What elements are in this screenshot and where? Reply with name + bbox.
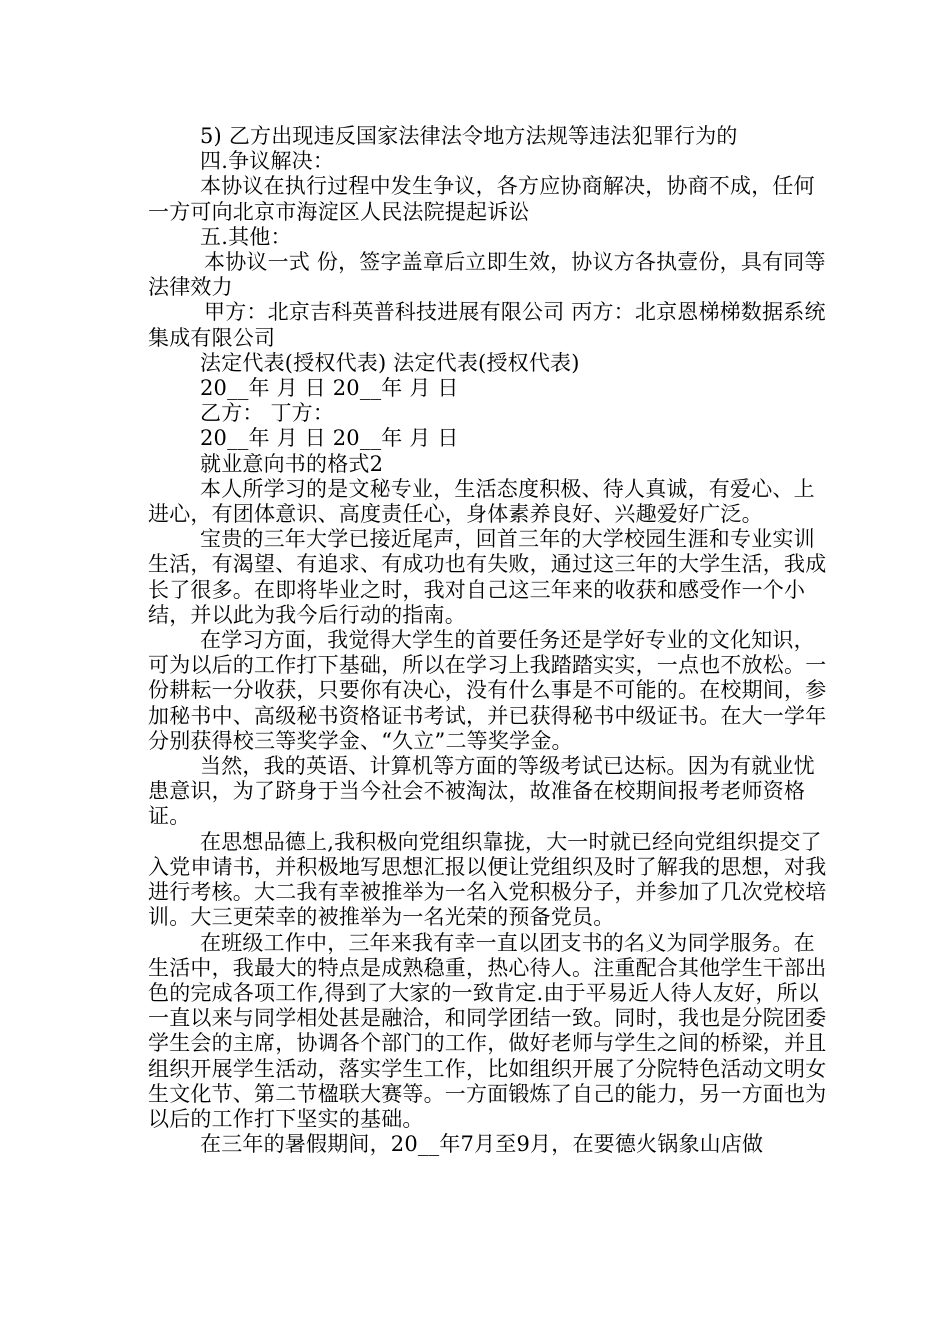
copies-paragraph: 本协议一式 份，签字盖章后立即生效，协议方各执壹份，具有同等法律效力 bbox=[148, 250, 826, 300]
body-paragraph: 在学习方面，我觉得大学生的首要任务还是学好专业的文化知识，可为以后的工作打下基础，所以在学习上我踏踏实实，一点也不放松。一份耕耘一分收获，只要你有决心，没有什么事是不可能的。在校期间，参加秘书中、高级秘书资格证书考试，并已获得秘书中级证书。在大一学年分别获得校三等奖学金、“久立”二等奖学金。 bbox=[148, 628, 827, 753]
body-paragraph: 宝贵的三年大学已接近尾声，回首三年的大学校园生涯和专业实训生活，有渴望、有追求、有成功也有失败，通过这三年的大学生活，我成长了很多。在即将毕业之时，我对自己这三年来的收获和感受作一个小结，并以此为我今后行动的指南。 bbox=[148, 527, 827, 627]
body-paragraph: 在思想品德上,我积极向党组织靠拢，大一时就已经向党组织提交了入党申请书，并积极地写思想汇报以便让党组织及时了解我的思想，对我进行考核。大二我有幸被推举为一名入党积极分子，并参加了几次党校培训。大三更荣幸的被推举为一名光荣的预备党员。 bbox=[148, 829, 827, 930]
representatives-line: 法定代表(授权代表) 法定代表(授权代表) bbox=[200, 350, 580, 375]
clause-5: 5) 乙方出现违反国家法律法令地方法规等违法犯罪行为的 bbox=[200, 124, 738, 148]
section-heading-other: 五.其他： bbox=[200, 224, 292, 249]
body-paragraph: 在三年的暑假期间，20__年7月至9月，在要德火锅象山店做 bbox=[200, 1132, 764, 1157]
section-title: 就业意向书的格式2 bbox=[200, 451, 384, 476]
dispute-paragraph: 本协议在执行过程中发生争议，各方应协商解决，协商不成，任何一方可向北京市海淀区人民法院提起诉讼 bbox=[148, 174, 815, 224]
date-line-2: 20__年 月 日 20__年 月 日 bbox=[200, 426, 459, 451]
parties-line: 甲方：北京吉科英普科技进展有限公司 丙方：北京恩梯梯数据系统集成有限公司 bbox=[148, 300, 826, 350]
document-body bbox=[148, 124, 830, 1157]
date-line-1: 20__年 月 日 20__年 月 日 bbox=[200, 376, 459, 401]
body-paragraph: 本人所学习的是文秘专业，生活态度积极、待人真诚，有爱心、上进心，有团体意识、高度责任心，身体素养良好、兴趣爱好广泛。 bbox=[148, 476, 815, 527]
body-paragraph: 在班级工作中，三年来我有幸一直以团支书的名义为同学服务。在生活中，我最大的特点是成熟稳重，热心待人。注重配合其他学生干部出色的完成各项工作,得到了大家的一致肯定.由于平易近人待人友好，所以一直以来与同学相处甚是融洽，和同学团结一致。同时，我也是分院团委学生会的主席，协调各个部门的工作，做好老师与学生之间的桥梁，并且组织开展学生活动，落实学生工作，比如组织开展了分院特色活动文明女生文化节、第二节楹联大赛等。一方面锻炼了自己的能力，另一方面也为以后的工作打下坚实的基础。 bbox=[148, 930, 827, 1131]
parties-line-2: 乙方： 丁方： bbox=[200, 401, 335, 426]
body-paragraph: 当然，我的英语、计算机等方面的等级考试已达标。因为有就业忧患意识，为了跻身于当今社会不被淘汰，故准备在校期间报考老师资格证。 bbox=[148, 754, 815, 829]
section-heading-dispute: 四.争议解决： bbox=[200, 149, 335, 174]
